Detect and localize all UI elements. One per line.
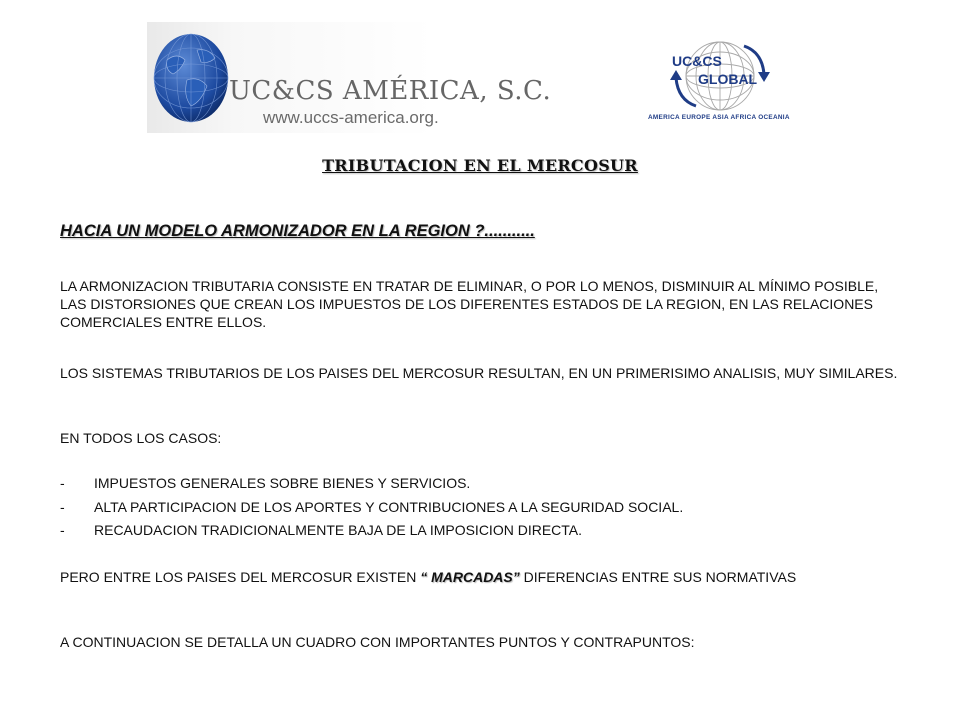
list-marker: - [60, 475, 65, 491]
list-item [60, 498, 683, 516]
globe-icon [640, 38, 800, 114]
company-name: UC&CS AMÉRICA, S.C. [229, 76, 552, 106]
paragraph-text: PERO ENTRE LOS PAISES DEL MERCOSUR EXISTEN [60, 569, 421, 585]
paragraph-text: DIFERENCIAS ENTRE SUS NORMATIVAS [519, 569, 797, 585]
paragraph-cuadro: A CONTINUACION SE DETALLA UN CUADRO CON IMPORTANTES PUNTOS Y CONTRAPUNTOS: [60, 634, 695, 650]
list-item-text: IMPUESTOS GENERALES SOBRE BIENES Y SERVICIOS. [94, 475, 471, 491]
paragraph-armonizacion: LA ARMONIZACION TRIBUTARIA CONSISTE EN TRATAR DE ELIMINAR, O POR LO MENOS, DISMINUIR AL MÍNIMO POSIBLE, LAS DISTORSIONES QUE CREAN LOS IMPUESTOS DE LOS DIFERENTES ESTADOS DE LA REGION, EN LAS RELACIONES COMERCIALES ENTRE ELLOS. [60, 278, 879, 330]
logo-text-line1: UC&CS [672, 53, 722, 69]
uccs-america-logo [147, 22, 625, 133]
subtitle: HACIA UN MODELO ARMONIZADOR EN LA REGION ?........... [60, 222, 535, 240]
list-item [60, 521, 582, 539]
logo-continents: AMERICA EUROPE ASIA AFRICA OCEANIA [648, 114, 790, 121]
list-item-text: RECAUDACION TRADICIONALMENTE BAJA DE LA IMPOSICION DIRECTA. [94, 522, 583, 538]
company-url: www.uccs-america.org. [263, 108, 439, 127]
logo-text-line2: GLOBAL [698, 71, 758, 87]
list-marker: - [60, 499, 65, 515]
paragraph-diferencias [60, 568, 900, 586]
list-marker: - [60, 522, 65, 538]
list-item [60, 474, 470, 492]
emphasis-marcadas: “ MARCADAS” [420, 569, 520, 585]
globe-icon [151, 30, 231, 126]
paragraph-sistemas: LOS SISTEMAS TRIBUTARIOS DE LOS PAISES DEL MERCOSUR RESULTAN, EN UN PRIMERISIMO ANALISIS, MUY SIMILARES. [60, 365, 898, 381]
list-item-text: ALTA PARTICIPACION DE LOS APORTES Y CONTRIBUCIONES A LA SEGURIDAD SOCIAL. [94, 499, 684, 515]
paragraph-todos-casos: EN TODOS LOS CASOS: [60, 430, 222, 446]
page-title: TRIBUTACION EN EL MERCOSUR [322, 156, 638, 175]
uccs-global-logo [640, 38, 800, 124]
